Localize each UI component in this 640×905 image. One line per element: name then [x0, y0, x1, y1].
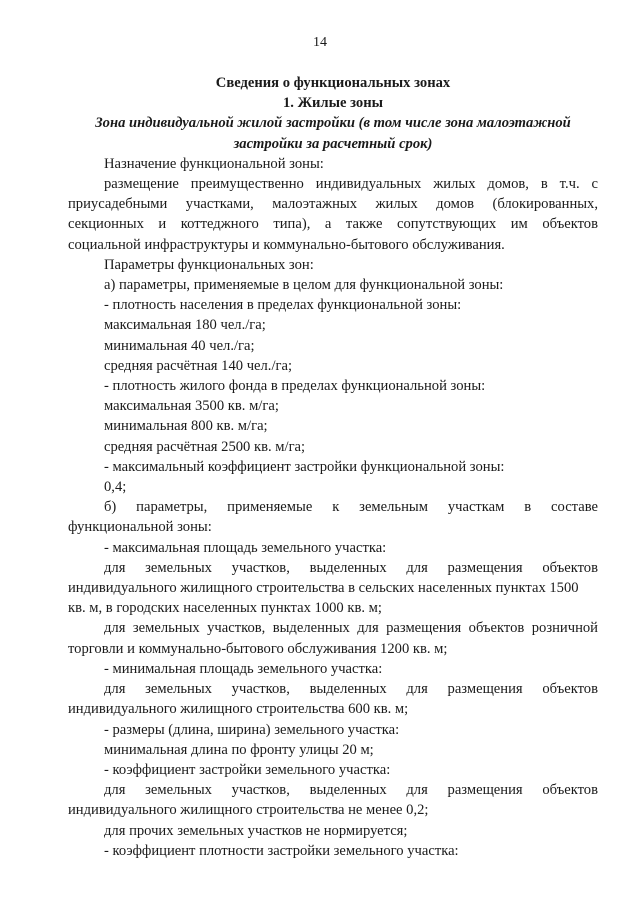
max-area-label: - максимальная площадь земельного участка: — [104, 539, 387, 556]
min-area-line1: для земельных участков, выделенных для размещения объектов — [104, 681, 598, 698]
document-body — [68, 73, 598, 861]
build-coef-other: для прочих земельных участков не нормируется; — [104, 822, 408, 839]
coef-label: - максимальный коэффициент застройки функциональной зоны: — [104, 458, 505, 475]
build-coef-line1: для земельных участков, выделенных для размещения объектов — [104, 782, 598, 799]
page-number: 14 — [313, 35, 327, 50]
housing-max: максимальная 3500 кв. м/га; — [104, 398, 279, 415]
purpose-label: Назначение функциональной зоны: — [104, 155, 324, 172]
density-min: минимальная 40 чел./га; — [104, 337, 255, 354]
min-area-line2: индивидуального жилищного строительства 600 кв. м; — [68, 701, 409, 718]
purpose-text-line1: размещение преимущественно индивидуальных жилых домов, в т.ч. с — [104, 176, 598, 193]
max-area-2-line1: для земельных участков, выделенных для размещения объектов розничной — [104, 620, 598, 637]
density-coef-label: - коэффициент плотности застройки земельного участка: — [104, 842, 459, 859]
build-coef-label: - коэффициент застройки земельного участка: — [104, 761, 391, 778]
density-max: максимальная 180 чел./га; — [104, 317, 266, 334]
max-area-1-line3: кв. м, в городских населенных пунктах 1000 кв. м; — [68, 600, 382, 617]
density-avg: средняя расчётная 140 чел./га; — [104, 357, 293, 374]
build-coef-line2: индивидуального жилищного строительства не менее 0,2; — [68, 802, 429, 819]
max-area-1-line2: индивидуального жилищного строительства в сельских населенных пунктах 1500 — [68, 580, 579, 597]
document-title: Сведения о функциональных зонах — [215, 75, 451, 91]
purpose-text-line4: социальной инфраструктуры и коммунально-бытового обслуживания. — [68, 236, 505, 253]
density-label: - плотность населения в пределах функциональной зоны: — [104, 297, 462, 314]
housing-label: - плотность жилого фонда в пределах функциональной зоны: — [104, 378, 486, 395]
housing-avg: средняя расчётная 2500 кв. м/га; — [104, 438, 306, 455]
params-label: Параметры функциональных зон: — [104, 256, 314, 273]
min-area-label: - минимальная площадь земельного участка: — [104, 660, 383, 677]
params-a-label: а) параметры, применяемые в целом для функциональной зоны: — [104, 277, 504, 294]
size-label: - размеры (длина, ширина) земельного участка: — [104, 721, 400, 738]
purpose-text-line2: приусадебными участками, малоэтажных жилых домов (блокированных, — [68, 196, 598, 213]
housing-min: минимальная 800 кв. м/га; — [104, 418, 268, 435]
size-value: минимальная длина по фронту улицы 20 м; — [104, 741, 374, 758]
zone-heading-line2: застройки за расчетный срок) — [233, 135, 433, 152]
params-b-line2: функциональной зоны: — [68, 519, 212, 536]
zone-heading-line1: Зона индивидуальной жилой застройки (в том числе зона малоэтажной — [95, 115, 571, 132]
purpose-text-line3: секционных и коттеджного типа), а также сопутствующих им объектов — [68, 216, 598, 233]
max-area-2-line2: торговли и коммунально-бытового обслуживания 1200 кв. м; — [68, 640, 448, 657]
section-heading: 1. Жилые зоны — [282, 95, 384, 112]
params-b-line1: б) параметры, применяемые к земельным участкам в составе — [104, 499, 598, 516]
max-area-1-line1: для земельных участков, выделенных для размещения объектов — [104, 559, 598, 576]
coef-value: 0,4; — [104, 479, 127, 496]
